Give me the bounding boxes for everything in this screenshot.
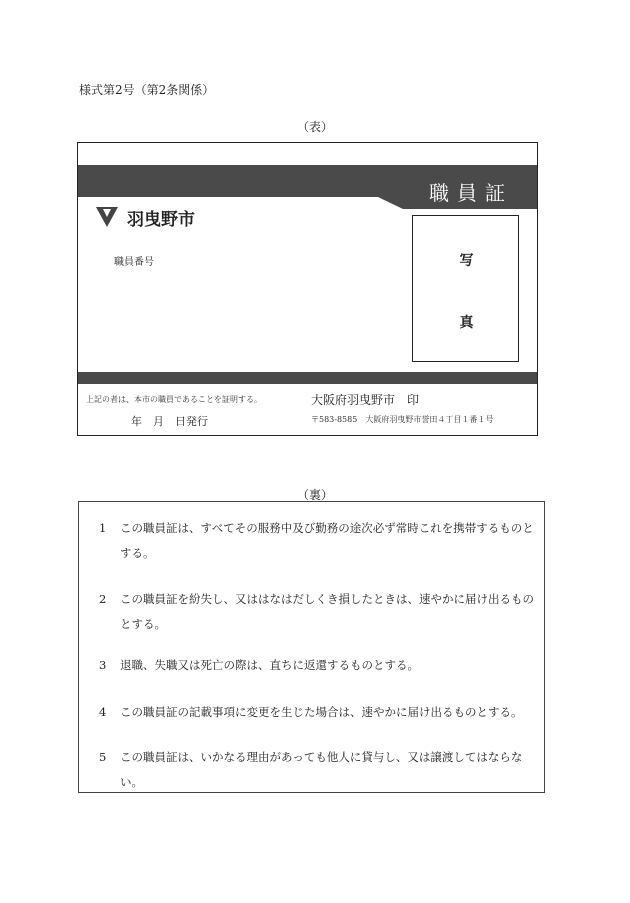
photo-label-top: 写	[459, 253, 474, 269]
card-title: 職員証	[429, 181, 513, 205]
id-card-front	[77, 142, 538, 436]
back-side-heading: （裏）	[296, 488, 333, 502]
photo-label-bottom: 真	[459, 315, 474, 331]
staff-number-label: 職員番号	[114, 257, 154, 268]
certification-text: 上記の者は、本市の職員であることを証明する。	[86, 395, 262, 404]
rule-text: この職員証の記載事項に変更を生じた場合は、速やかに届け出るものとする。	[120, 705, 523, 719]
city-name: 羽曳野市	[127, 210, 195, 230]
id-card-back	[78, 501, 545, 793]
rule-number: 2	[99, 592, 107, 606]
rule-text: この職員証は、いかなる理由があっても他人に貸与し、又は譲渡してはならない。	[120, 750, 523, 789]
issuer-address: 〒583-8585 大阪府羽曳野市誉田４丁目１番１号	[311, 415, 494, 424]
rule-number: 3	[99, 658, 107, 672]
photo-placeholder	[412, 215, 519, 362]
city-emblem-icon	[96, 207, 118, 227]
issuer: 大阪府羽曳野市 印	[311, 393, 420, 407]
rule-text: この職員証は、すべてその服務中及び勤務の途次必ず常時これを携帯するものとする。	[120, 521, 534, 560]
form-number-label: 様式第2号（第2条関係）	[79, 83, 215, 97]
rule-text: 退職、失職又は死亡の際は、直ちに返還するものとする。	[120, 658, 419, 672]
rule-number: 1	[99, 521, 107, 535]
issue-date: 年 月 日発行	[131, 415, 208, 428]
front-side-heading: （表）	[296, 120, 333, 134]
rule-text: この職員証を紛失し、又ははなはだしくき損したときは、速やかに届け出るものとする。	[120, 592, 534, 631]
rule-number: 4	[99, 705, 107, 719]
rule-number: 5	[99, 750, 107, 764]
